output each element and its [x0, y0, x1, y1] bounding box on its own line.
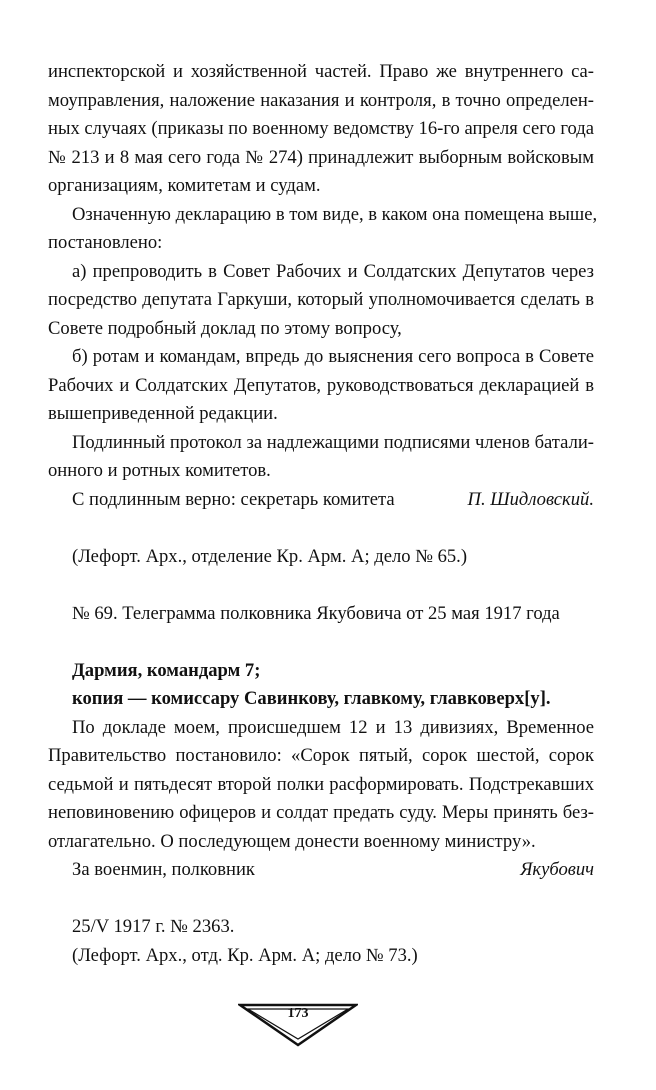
text-line: № 213 и 8 мая сего года № 274) принадлежит выборным войсковым — [48, 146, 594, 168]
text-line: онного и ротных комитетов. — [48, 460, 271, 481]
text-line: отлагательно. О последующем донести военному министру». — [48, 830, 536, 852]
text-line: постановлено: — [48, 232, 163, 253]
page-number: 173 — [287, 1006, 309, 1021]
text-line: Подлинный протокол за надлежащими подписями членов батали- — [72, 431, 594, 453]
signature-line — [48, 486, 594, 515]
spacer — [48, 885, 594, 914]
text-line: организациям, комитетам и судам. — [48, 175, 321, 196]
archive-source: (Лефорт. Арх., отд. Кр. Арм. А; дело № 73.) — [72, 944, 418, 966]
signature-name: П. Шидловский. — [467, 488, 594, 510]
signature-name: Якубович — [520, 859, 594, 880]
addressee-line: копия — комиссару Савинкову, главкому, главковерх[у]. — [72, 688, 551, 709]
archive-source: (Лефорт. Арх., отделение Кр. Арм. А; дело № 65.) — [72, 545, 468, 567]
text-line: Совете подробный доклад по этому вопросу, — [48, 317, 402, 339]
signature-label: За военмин, полковник — [72, 859, 255, 880]
text-line: инспекторской и хозяйственной частей. Право же внутреннего са- — [48, 61, 594, 82]
spacer — [48, 628, 594, 657]
text-line: вышеприведенной редакции. — [48, 403, 278, 424]
text-line: Означенную декларацию в том виде, в каком она помещена выше, — [72, 203, 598, 225]
document-page — [48, 58, 598, 970]
text-line: седьмой и пятьдесят второй полки расформировать. Подстрекавших — [48, 773, 594, 795]
text-line: По докладе моем, происшедшем 12 и 13 дивизиях, Временное — [72, 716, 594, 738]
text-line: Рабочих и Солдатских Депутатов, руководствоваться декларацией в — [48, 374, 594, 396]
text-line: посредство депутата Гаркуши, который уполномочивается сделать в — [48, 289, 594, 310]
addressee-line: Дармия, командарм 7; — [72, 659, 261, 681]
text-line: моуправления, наложение наказания и контроля, в точно определен- — [48, 89, 594, 111]
date-line: 25/V 1917 г. № 2363. — [72, 916, 235, 937]
page-number-badge — [238, 1003, 358, 1047]
document-title: № 69. Телеграмма полковника Якубовича от 25 мая 1917 года — [72, 602, 560, 624]
text-line: ных случаях (приказы по военному ведомству 16-го апреля сего года — [48, 118, 594, 139]
text-line: неповиновению офицеров и солдат предать суду. Меры принять без- — [48, 802, 594, 823]
signature-label: С подлинным верно: секретарь комитета — [72, 488, 395, 510]
text-line: Правительство постановило: «Сорок пятый, сорок шестой, сорок — [48, 745, 594, 766]
signature-line — [48, 856, 594, 885]
spacer — [48, 514, 594, 543]
text-line: б) ротам и командам, впредь до выяснения сего вопроса в Совете — [72, 346, 594, 367]
spacer — [48, 571, 594, 600]
text-line: а) препроводить в Совет Рабочих и Солдатских Депутатов через — [72, 260, 594, 282]
